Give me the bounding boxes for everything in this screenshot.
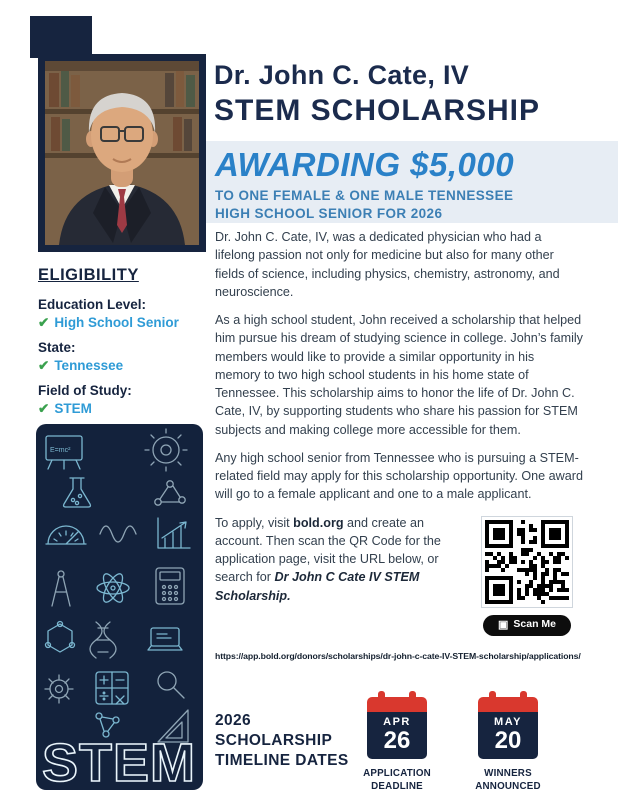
gear-target-icon: [145, 429, 187, 471]
scan-me-label: Scan Me: [513, 618, 556, 631]
svg-text:E=mc²: E=mc²: [50, 447, 71, 454]
body-copy: [215, 228, 583, 662]
eligibility-value-state: [38, 358, 210, 374]
eligibility-heading: ELIGIBILITY: [38, 266, 139, 284]
award-subline: [215, 187, 618, 223]
compass-icon: [52, 571, 70, 606]
calendar-body: [478, 712, 538, 759]
eligibility-value-text: Tennessee: [54, 358, 124, 373]
calendar-winners-announced: [478, 697, 538, 759]
gear-icon: [45, 675, 73, 703]
calendar-application-caption: [339, 768, 455, 793]
page-title: [214, 60, 540, 128]
atom-icon: [97, 571, 129, 605]
magnifier-icon: [158, 672, 184, 698]
caption-line1: APPLICATION: [363, 768, 431, 779]
portrait-illustration: [45, 61, 199, 245]
paragraph-2: As a high school student, John received a scholarship that helped him pursue his dream of studying science in college. John’s family members would like to provide a similar opportunity in his memory to two high school students in his home state of Tennessee. This scholarship aims to honor the life of Dr. John C. Cate, IV, by supporting students who share his passion for STEM subjects and making college more accessible for them.: [215, 313, 583, 437]
title-scholarship: STEM SCHOLARSHIP: [214, 94, 541, 127]
award-subline-2: HIGH SCHOOL SENIOR FOR 2026: [215, 205, 443, 221]
timeline-heading: [215, 711, 349, 770]
flask-icon: [64, 478, 91, 507]
qr-code: [481, 516, 573, 608]
calculator-icon: [156, 568, 184, 604]
scholarship-name: Dr John C Cate IV STEM Scholarship.: [215, 570, 420, 603]
award-headline: AWARDING $5,000: [215, 146, 515, 183]
hex-molecule-icon: [46, 622, 75, 653]
stem-word: STEM: [41, 733, 197, 790]
eligibility-label-education: Education Level:: [38, 297, 147, 312]
stem-doodle-box: [36, 424, 203, 790]
portrait-photo: [38, 54, 206, 252]
calendar-month: APR: [383, 716, 411, 728]
paragraph-1: Dr. John C. Cate, IV, was a dedicated physician who had a lifelong passion not only for medicine but also for many other fields of science, including physics, chemistry, astronomy, and neuroscience.: [215, 230, 560, 299]
caption-line2: ANNOUNCED: [475, 780, 541, 792]
calendar-header: [367, 697, 427, 712]
eligibility-value-education: [38, 315, 210, 331]
calendar-day: 26: [383, 727, 411, 754]
calendar-winners-caption: [450, 768, 566, 793]
timeline-heading-line2: SCHOLARSHIP: [215, 731, 333, 749]
stem-doodles: [36, 424, 203, 790]
calendar-header: [478, 697, 538, 712]
check-icon: ✔: [38, 401, 50, 416]
paragraph-3: Any high school senior from Tennessee who is pursuing a STEM-related field may apply for this scholarship opportunity. One award will go to a female applicant and one to a male applicant.: [215, 450, 583, 502]
bold-org-link[interactable]: bold.org: [293, 515, 344, 530]
calendar-month: MAY: [494, 716, 522, 728]
dna-icon: [90, 622, 116, 658]
corner-accent: [30, 16, 92, 58]
eligibility-panel: [38, 266, 210, 417]
wave-icon: [100, 526, 136, 542]
qr-block: [471, 516, 583, 636]
caption-line2: DEADLINE: [371, 780, 423, 792]
calendar-day: 20: [494, 727, 522, 754]
protractor-icon: [46, 526, 86, 544]
laptop-icon: [148, 628, 182, 650]
timeline-heading-line1: 2026: [215, 712, 252, 729]
math-ops-icon: [96, 672, 128, 704]
eligibility-value-text: High School Senior: [54, 315, 179, 330]
eligibility-value-text: STEM: [54, 401, 92, 416]
calendar-application-deadline: [367, 697, 427, 759]
chart-icon: [158, 518, 190, 548]
award-subline-1: TO ONE FEMALE & ONE MALE TENNESSEE: [215, 188, 514, 203]
check-icon: ✔: [38, 315, 50, 330]
apply-text-1: To apply, visit: [215, 515, 294, 530]
timeline-heading-line3: TIMELINE DATES: [215, 751, 349, 769]
scan-me-pill: [483, 615, 571, 636]
check-icon: ✔: [38, 358, 50, 373]
apply-text-2: and create an account. Then scan the QR Code for the application page, visit the URL below, or search for: [215, 515, 441, 585]
caption-line1: WINNERS: [484, 768, 532, 779]
award-banner: [206, 141, 618, 223]
eligibility-value-field: [38, 401, 210, 417]
molecule-icon: [155, 481, 185, 505]
scan-icon: ▣: [497, 618, 509, 631]
eligibility-label-field: Field of Study:: [38, 383, 132, 398]
title-name: Dr. John C. Cate, IV: [214, 60, 470, 90]
eligibility-label-state: State:: [38, 340, 76, 355]
apply-section: [215, 514, 583, 663]
calendar-body: [367, 712, 427, 759]
blackboard-icon: [46, 436, 82, 469]
application-url[interactable]: https://app.bold.org/donors/scholarships/dr-john-c-cate-IV-STEM-scholarship/applications/: [215, 650, 581, 661]
